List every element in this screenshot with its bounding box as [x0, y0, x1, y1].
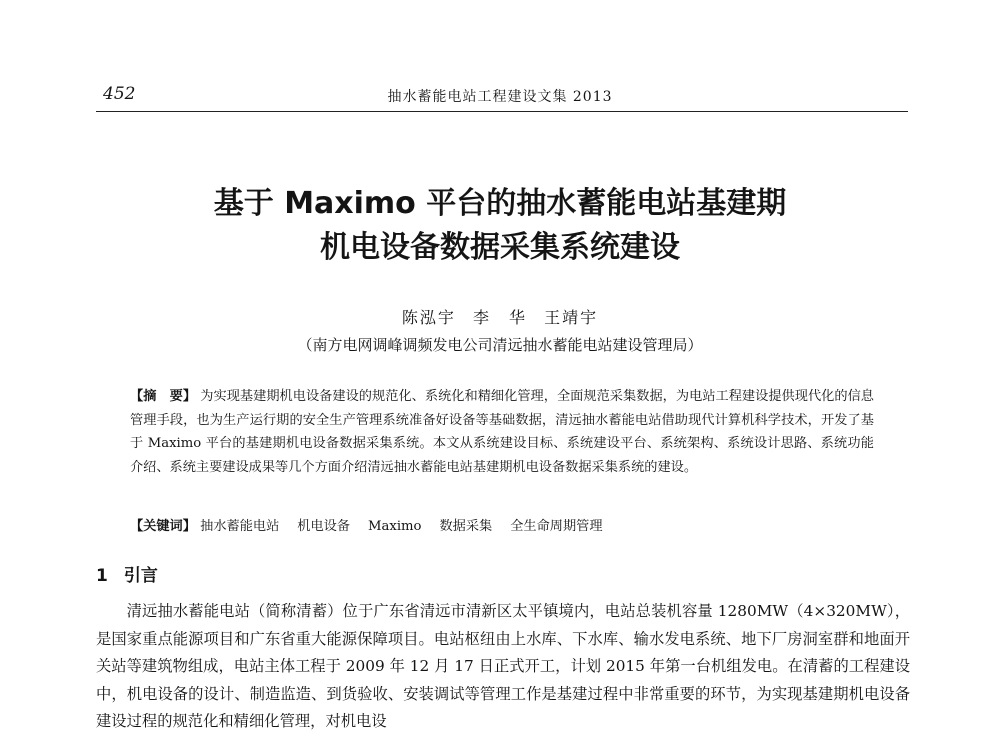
author-list — [300, 305, 700, 328]
abstract-tag: 【摘 要】 — [130, 389, 197, 404]
title-line-2: 机电设备数据采集系统建设 — [320, 230, 680, 265]
title-line-1: 基于 Maximo 平台的抽水蓄能电站基建期 — [213, 186, 787, 221]
paper-title — [150, 182, 850, 270]
abstract — [130, 385, 874, 479]
section-heading — [96, 561, 158, 586]
section-title: 引言 — [123, 566, 158, 586]
header-rule — [96, 111, 908, 112]
author: 王靖宇 — [544, 308, 599, 327]
keyword: 数据采集 — [439, 519, 493, 534]
author: 李 华 — [472, 308, 527, 327]
running-title: 抽水蓄能电站工程建设文集 2013 — [387, 89, 613, 105]
affiliation: （南方电网调峰调频发电公司清远抽水蓄能电站建设管理局） — [297, 336, 703, 354]
author: 陈泓宇 — [401, 308, 456, 327]
keyword: Maximo — [368, 519, 422, 534]
abstract-text: 为实现基建期机电设备建设的规范化、系统化和精细化管理，全面规范采集数据，为电站工程建设提供现代化的信息管理手段，也为生产运行期的安全生产管理系统准备好设备等基础数据，清远抽水蓄能电站借助现代计算机科学技术，开发了基于 Maximo 平台的基建期机电设备数据采集系统。本文从系统建设目标、系统建设平台、系统架构、系统设计思路、系统功能介绍、系统主要建设成果等几个方面介绍清远抽水蓄能电站基建期机电设备数据采集系统的建设。 — [130, 389, 874, 475]
keyword: 全生命周期管理 — [510, 519, 603, 534]
page-number: 452 — [103, 84, 136, 104]
keyword: 抽水蓄能电站 — [200, 519, 280, 534]
keyword: 机电设备 — [297, 519, 351, 534]
keywords-tag: 【关键词】 — [130, 519, 196, 534]
keywords — [130, 515, 874, 534]
body-paragraph: 清远抽水蓄能电站（简称清蓄）位于广东省清远市清新区太平镇境内，电站总装机容量 1280MW（4×320MW），是国家重点能源项目和广东省重大能源保障项目。电站枢纽由上水库、下水库、输水发电系统、地下厂房洞室群和地面开关站等建筑物组成，电站主体工程于 2009 年 12 月 17 日正式开工，计划 2015 年第一台机组发电。在清蓄的工程建设中，机电设备的设计、制造监造、到货验收、安装调试等管理工作是基建过程中非常重要的环节，为实现基建期机电设备建设过程的规范化和精细化管理，对机电设 — [96, 602, 910, 730]
section-number: 1 — [96, 566, 108, 586]
